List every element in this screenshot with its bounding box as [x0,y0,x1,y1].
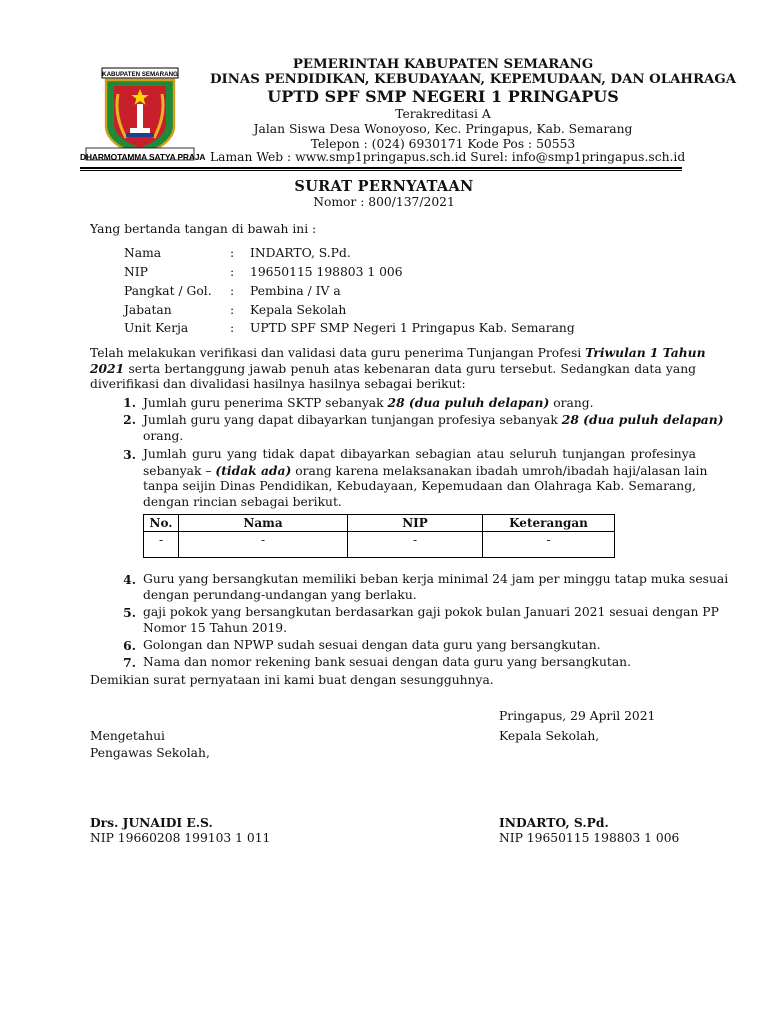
list-item-continuation: dengan perundang-undangan yang berlaku. [143,588,417,602]
list-item-continuation: dengan rincian sebagai berikut. [143,495,342,509]
list-item-continuation: Nomor 15 Tahun 2019. [143,621,288,635]
list-item: Jumlah guru yang dapat dibayarkan tunjangan profesiya sebanyak 28 (dua puluh delapan) [143,412,724,427]
document-title: SURAT PERNYATAAN [294,178,474,195]
paragraph-line: Telah melakukan verifikasi dan validasi data guru penerima Tunjangan Profesi Triwulan 1 Tahun [90,345,706,360]
signature-left-name: Drs. JUNAIDI E.S. [90,815,213,830]
kabupaten-semarang-logo [80,64,200,164]
table-header-row [144,515,615,532]
col-header-nip: NIP [348,515,483,532]
list-number: 7. [123,655,136,670]
document-number: Nomor : 800/137/2021 [313,195,455,209]
teacher-detail-table [143,514,615,558]
kop-pemerintah: PEMERINTAH KABUPATEN SEMARANG [292,57,594,72]
signature-right-nip: NIP 19650115 198803 1 006 [499,831,680,845]
list-item-continuation: tanpa seijin Dinas Pendidikan, Kebudayaan, Kepemudaan dan Olahraga Kab. Semarang, [143,479,696,493]
identity-label: Nama [124,246,162,260]
identity-colon: : [230,246,235,260]
list-item: Nama dan nomor rekening bank sesuai dengan data guru yang bersangkutan. [143,655,632,669]
identity-label: Jabatan [124,303,172,317]
list-number: 6. [123,638,136,653]
col-header-nama: Nama [179,515,348,532]
list-item-continuation: orang. [143,429,184,443]
identity-colon: : [230,303,235,317]
place-date: Pringapus, 29 April 2021 [499,709,656,723]
signature-left-role: Pengawas Sekolah, [90,746,210,760]
closing-line: Demikian surat pernyataan ini kami buat dengan sesungguhnya. [90,673,494,687]
col-header-keterangan: Keterangan [483,515,615,532]
kop-laman: Laman Web : www.smp1pringapus.sch.id Surel: info@smp1pringapus.sch.id [210,150,686,164]
list-number: 2. [123,412,136,427]
list-item: Guru yang bersangkutan memiliki beban kerja minimal 24 jam per minggu tatap muka sesuai [143,572,729,586]
identity-colon: : [230,284,235,298]
col-header-no: No. [144,515,179,532]
signature-right-title: Kepala Sekolah, [499,729,600,743]
opening-line: Yang bertanda tangan di bawah ini : [90,222,317,236]
cell-nama: - [179,532,348,558]
identity-label: NIP [124,265,148,279]
identity-value: UPTD SPF SMP Negeri 1 Pringapus Kab. Semarang [250,321,575,335]
list-item: gaji pokok yang bersangkutan berdasarkan gaji pokok bulan Januari 2021 sesuai dengan PP [143,605,719,619]
table-row [144,532,615,558]
list-item: Golongan dan NPWP sudah sesuai dengan data guru yang bersangkutan. [143,638,601,652]
kop-divider-thin [80,170,682,171]
kop-divider [80,167,682,169]
cell-nip: - [348,532,483,558]
cell-no: - [144,532,179,558]
list-number: 1. [123,395,136,410]
tower-icon [137,104,143,128]
identity-colon: : [230,265,235,279]
paragraph-line: diverifikasi dan divalidasi hasilnya hasilnya sebagai berikut: [90,377,466,391]
identity-value: 19650115 198803 1 006 [250,265,403,279]
signature-left-nip: NIP 19660208 199103 1 011 [90,831,271,845]
signature-left-title: Mengetahui [90,729,165,743]
list-item-continuation: sebanyak – (tidak ada) orang karena melaksanakan ibadah umroh/ibadah haji/alasan lain [143,463,708,478]
identity-value: INDARTO, S.Pd. [250,246,351,260]
kop-sekolah: UPTD SPF SMP NEGERI 1 PRINGAPUS [267,87,619,106]
cell-keterangan: - [483,532,615,558]
list-item: Jumlah guru penerima SKTP sebanyak 28 (dua puluh delapan) orang. [143,395,594,410]
list-number: 5. [123,605,136,620]
list-item: Jumlah guru yang tidak dapat dibayarkan sebagian atau seluruh tunjangan profesinya [143,447,696,461]
identity-label: Unit Kerja [124,321,189,335]
paragraph-line: 2021 serta bertanggung jawab penuh atas kebenaran data guru tersebut. Sedangkan data yang [90,361,696,376]
identity-value: Pembina / IV a [250,284,341,298]
identity-value: Kepala Sekolah [250,303,347,317]
kop-telepon: Telepon : (024) 6930171 Kode Pos : 50553 [310,137,576,151]
logo-label: KABUPATEN SEMARANG [102,71,178,78]
signature-right-name: INDARTO, S.Pd. [499,815,609,830]
identity-label: Pangkat / Gol. [124,284,212,298]
identity-colon: : [230,321,235,335]
list-number: 4. [123,572,136,587]
kop-akreditasi: Terakreditasi A [395,107,491,121]
kop-alamat: Jalan Siswa Desa Wonoyoso, Kec. Pringapus, Kab. Semarang [253,122,633,136]
kop-dinas: DINAS PENDIDIKAN, KEBUDAYAAN, KEPEMUDAAN, DAN OLAHRAGA [210,72,737,87]
logo-motto: DHARMOTAMMA SATYA PRAJA [80,152,206,162]
list-number: 3. [123,447,136,462]
